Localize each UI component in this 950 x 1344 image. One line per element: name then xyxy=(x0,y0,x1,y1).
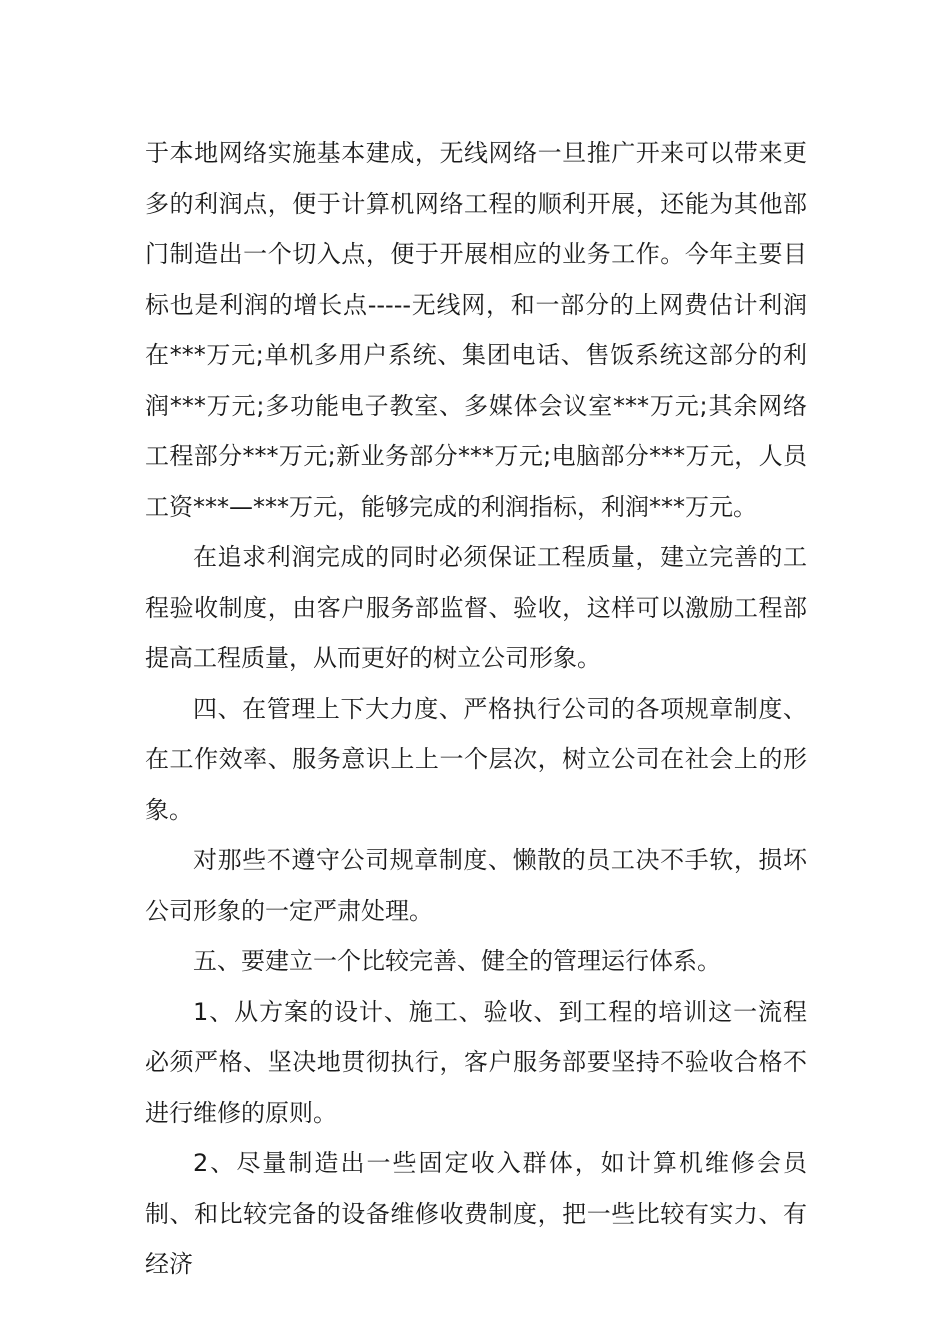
paragraph-section-four: 四、在管理上下大力度、严格执行公司的各项规章制度、在工作效率、服务意识上上一个层次，树立公司在社会上的形象。 xyxy=(145,694,807,824)
document-body xyxy=(145,128,807,1290)
paragraph-quality: 在追求利润完成的同时必须保证工程质量，建立完善的工程验收制度，由客户服务部监督、验收，这样可以激励工程部提高工程质量，从而更好的树立公司形象。 xyxy=(145,543,807,672)
paragraph-item-two: 2、尽量制造出一些固定收入群体，如计算机维修会员制、和比较完备的设备维修收费制度，把一些比较有实力、有经济 xyxy=(145,1149,807,1278)
paragraph-continuation: 于本地网络实施基本建成，无线网络一旦推广开来可以带来更多的利润点，便于计算机网络工程的顺利开展，还能为其他部门制造出一个切入点，便于开展相应的业务工作。今年主要目标也是利润的增长点-----无线网，和一部分的上网费估计利润在***万元;单机多用户系统、集团电话、售饭系统这部分的利润***万元;多功能电子教室、多媒体会议室***万元;其余网络工程部分***万元;新业务部分***万元;电脑部分***万元，人员工资***—***万元，能够完成的利润指标，利润***万元。 xyxy=(145,139,807,521)
paragraph-section-five: 五、要建立一个比较完善、健全的管理运行体系。 xyxy=(193,947,721,975)
paragraph-item-one: 1、从方案的设计、施工、验收、到工程的培训这一流程必须严格、坚决地贯彻执行，客户服务部要坚持不验收合格不进行维修的原则。 xyxy=(145,997,807,1127)
paragraph-discipline: 对那些不遵守公司规章制度、懒散的员工决不手软，损坏公司形象的一定严肃处理。 xyxy=(145,846,807,925)
